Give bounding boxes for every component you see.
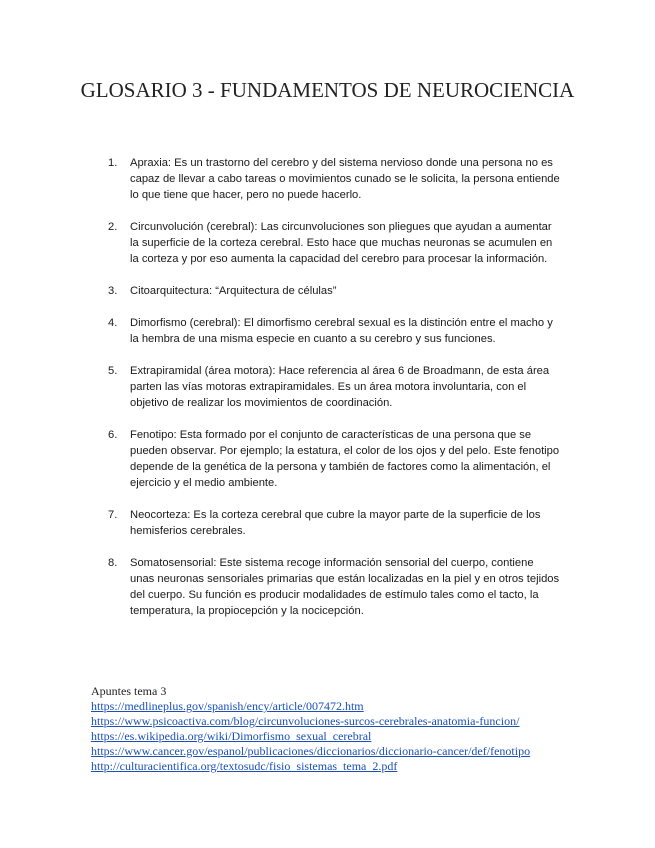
item-number: 6. bbox=[108, 429, 118, 441]
glossary-item-dimorfismo bbox=[108, 315, 560, 347]
item-number: 8. bbox=[108, 557, 118, 569]
item-text: Extrapiramidal (área motora): Hace referencia al área 6 de Broadmann, de esta área parten las vías motoras extrapiramidales. Es un área motora involuntaria, con el objetivo de realizar los movimientos de coordinación. bbox=[130, 365, 550, 409]
glossary-list bbox=[108, 155, 560, 635]
glossary-item-circunvolucion bbox=[108, 219, 560, 267]
item-number: 2. bbox=[108, 221, 118, 233]
source-link-psicoactiva[interactable]: https://www.psicoactiva.com/blog/circunvoluciones-surcos-cerebrales-anatomia-funcion/ bbox=[91, 714, 520, 728]
item-number: 1. bbox=[108, 157, 118, 169]
glossary-item-extrapiramidal bbox=[108, 363, 560, 411]
page-title: GLOSARIO 3 - FUNDAMENTOS DE NEUROCIENCIA bbox=[80, 78, 575, 102]
item-text: Citoarquitectura: “Arquitectura de células” bbox=[130, 285, 337, 297]
sources-heading: Apuntes tema 3 bbox=[91, 684, 167, 698]
glossary-item-somatosensorial bbox=[108, 555, 560, 619]
item-number: 7. bbox=[108, 509, 118, 521]
item-number: 4. bbox=[108, 317, 118, 329]
glossary-item-fenotipo bbox=[108, 427, 560, 491]
glossary-item-citoarquitectura bbox=[108, 283, 560, 299]
source-link-medlineplus[interactable]: https://medlineplus.gov/spanish/ency/article/007472.htm bbox=[91, 699, 364, 713]
glossary-item-neocorteza bbox=[108, 507, 560, 539]
item-text: Neocorteza: Es la corteza cerebral que cubre la mayor parte de la superficie de los hemisferios cerebrales. bbox=[130, 509, 541, 537]
source-link-culturacientifica[interactable]: http://culturacientifica.org/textosudc/fisio_sistemas_tema_2.pdf bbox=[91, 759, 398, 773]
sources-section bbox=[91, 684, 611, 774]
item-text: Dimorfismo (cerebral): El dimorfismo cerebral sexual es la distinción entre el macho y la hembra de una misma especie en cuanto a su cerebro y sus funciones. bbox=[130, 317, 553, 345]
item-text: Apraxia: Es un trastorno del cerebro y del sistema nervioso donde una persona no es capaz de llevar a cabo tareas o movimientos cunado se le solicita, la persona entiende lo que tiene que hacer, pero no puede hacerlo. bbox=[130, 157, 560, 201]
item-number: 5. bbox=[108, 365, 118, 377]
source-link-wikipedia[interactable]: https://es.wikipedia.org/wiki/Dimorfismo_sexual_cerebral bbox=[91, 729, 372, 743]
item-text: Somatosensorial: Este sistema recoge información sensorial del cuerpo, contiene unas neuronas sensoriales primarias que están localizadas en la piel y en otros tejidos del cuerpo. Su función es producir modalidades de estímulo tales como el tacto, la temperatura, la propiocepción y la nocicepción. bbox=[130, 557, 560, 617]
item-number: 3. bbox=[108, 285, 118, 297]
source-link-cancer-gov[interactable]: https://www.cancer.gov/espanol/publicaciones/diccionarios/diccionario-cancer/def/fenotipo bbox=[91, 744, 531, 758]
item-text: Fenotipo: Esta formado por el conjunto de características de una persona que se pueden observar. Por ejemplo; la estatura, el color de los ojos y del pelo. Este fenotipo depende de la genética de la persona y también de factores como la alimentación, el ejercicio y el medio ambiente. bbox=[130, 429, 560, 489]
item-text: Circunvolución (cerebral): Las circunvoluciones son pliegues que ayudan a aumentar la superficie de la corteza cerebral. Esto hace que muchas neuronas se acumulen en la corteza y por eso aumenta la capacidad del cerebro para procesar la información. bbox=[130, 221, 553, 265]
glossary-item-apraxia bbox=[108, 155, 560, 203]
